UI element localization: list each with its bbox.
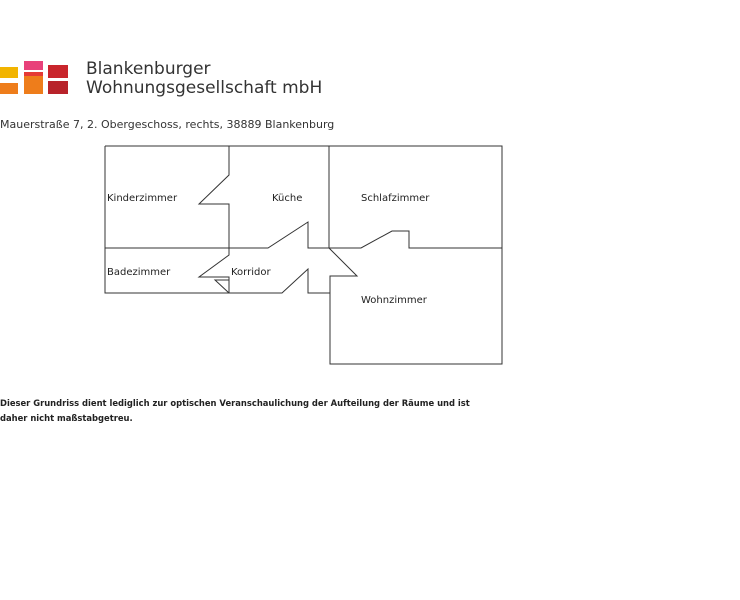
- wall-bad-korridor: [199, 248, 229, 293]
- wall-schlafzimmer-wohnzimmer: [329, 231, 502, 248]
- room-label-kinderzimmer: Kinderzimmer: [107, 193, 178, 204]
- room-label-schlafzimmer: Schlafzimmer: [361, 193, 430, 204]
- disclaimer-text: Dieser Grundriss dient lediglich zur optischen Veranschaulichung der Aufteilung der Räume und ist daher nicht maßstabgetreu.: [0, 398, 470, 423]
- floor-plan-walls: [105, 146, 502, 364]
- room-label-badezimmer: Badezimmer: [107, 267, 171, 278]
- room-label-korridor: Korridor: [231, 267, 271, 278]
- room-label-kueche: Küche: [272, 193, 303, 204]
- room-label-wohnzimmer: Wohnzimmer: [361, 295, 427, 306]
- address: Mauerstraße 7, 2. Obergeschoss, rechts, 38889 Blankenburg: [0, 118, 335, 131]
- wall-kinderzimmer-kueche: [199, 146, 229, 249]
- wall-kueche-korridor: [229, 222, 329, 248]
- company-name-line2: Wohnungsgesellschaft mbH: [86, 78, 323, 98]
- company-name-line1: Blankenburger: [86, 59, 211, 79]
- wall-korridor-wohnzimmer: [329, 248, 357, 293]
- outer-wall: [105, 146, 502, 364]
